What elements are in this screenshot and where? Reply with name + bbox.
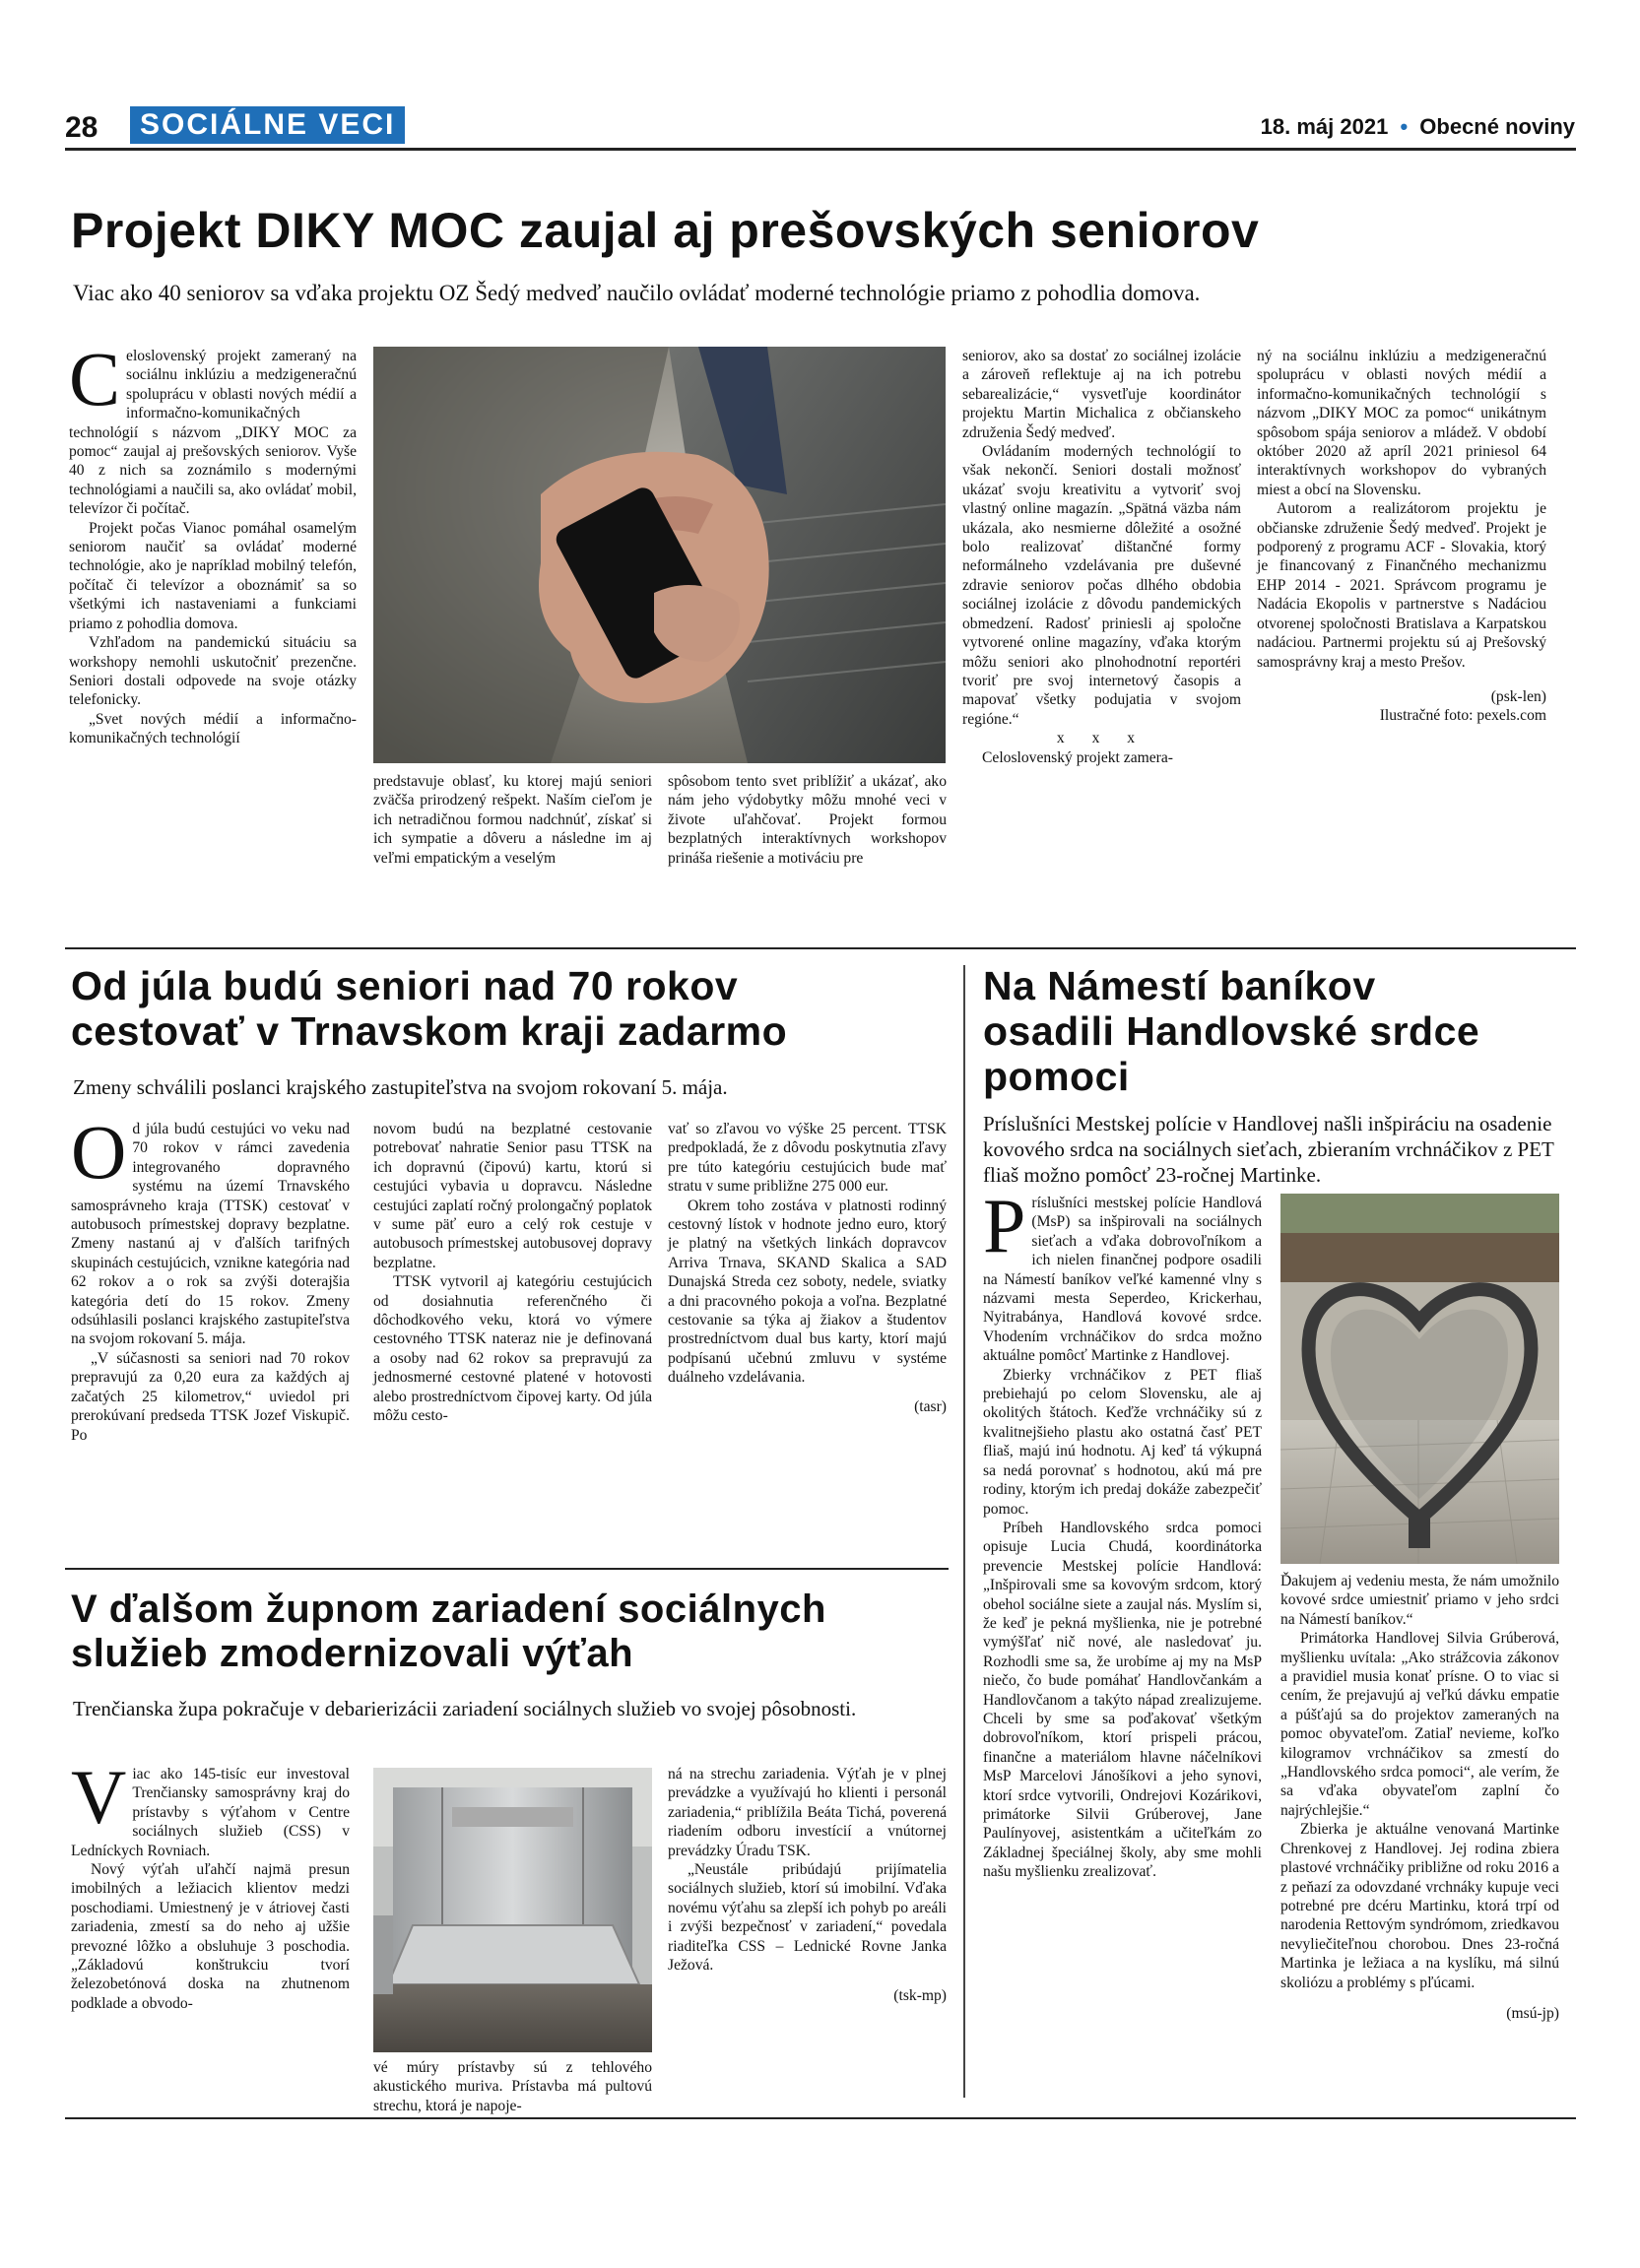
- article2-bottom-rule: [65, 1568, 949, 1570]
- article3-col2: [373, 2058, 652, 2117]
- page-bottom-rule: [65, 2117, 1576, 2119]
- article2-col1: [71, 1109, 350, 1553]
- article3-lead: Trenčianska župa pokračuje v debarierizácii zariadení sociálnych služieb vo svojej pôsobnosti.: [73, 1697, 857, 1720]
- paragraph: „Svet nových médií a informačno-komunikačných technológií: [69, 710, 357, 747]
- title-line: Od júla budú seniori nad 70 rokov: [71, 963, 739, 1008]
- paragraph: predstavuje oblasť, ku ktorej majú seniori zväčša prirodzený rešpekt. Naším cieľom je ich netradičnou formou nadchnúť, získať si ich sympatie a dôveru a následne im aj veľmi empatickým a veselým: [373, 773, 652, 867]
- author-signature: (tsk-mp): [893, 1987, 947, 2005]
- article1-col3: [668, 772, 947, 940]
- paragraph: eloslovenský projekt zameraný na sociálnu inklúziu a medzigeneračnú spoluprácu v oblasti nových médií a informačno-komunikačných technológií s názvom „DIKY MOC za pomoc“ zaujal aj prešovských seniorov. Vyše 40 z nich sa zoznámilo s modernými technológiami a naučili sa, ako ovládať mobil, televízor či počítač.: [69, 348, 357, 518]
- paragraph: Zbierky vrchnáčikov z PET fliaš prebiehajú po celom Slovensku, ale aj okolitých štátoch. Keďže vrchnáčiky sú z kvalitnejšieho plastu ako ostatná časť PET fliaš, majú inú hodnotu. Aj keď tá výkupná sa nedá porovnať s hodnotou, akú má pre rodiny, ktorým ich predaj dokáže zabezpečiť pomoc.: [983, 1366, 1262, 1518]
- paragraph: Projekt počas Vianoc pomáhal osamelým seniorom naučiť sa ovládať moderné technológie, ako je napríklad mobilný telefón, počítač či televízor a oboznámiť sa so všetkými ich nastaveniami a funkciami priamo z pohodlia domova.: [69, 519, 357, 632]
- title-line: Na Námestí baníkov: [983, 963, 1376, 1008]
- paragraph: vať so zľavou vo výške 25 percent. TTSK predpokladá, že z dôvodu poskytnutia zľavy pre túto kategóriu cestujúcich bude mať stratu v sume približne 275 000 eur.: [668, 1121, 947, 1196]
- title-line: osadili Handlovské srdce: [983, 1008, 1480, 1054]
- paragraph: d júla budú cestujúci vo veku nad 70 rokov v rámci zavedenia integrovaného dopravného systému na území Trnavského samosprávneho kraja (TTSK) cestovať v autobusoch prímestskej dopravy bezplatne. Zmeny nastanú aj v ďalších tarifných skupinách cestujúcich, vznikne kategória nad 62 rokov a o rok sa zvýši doterajšia kategória detí do 15 rokov. Zmeny odsúhlasili poslanci krajského zastupiteľstva na svojom rokovaní 5. mája.: [71, 1121, 350, 1348]
- paragraph: TTSK vytvoril aj kategóriu cestujúcich od dosiahnutia referenčného či dôchodkového veku, ktorá vo výmere cestovného TTSK nateraz nie je definovaná a osoby nad 62 rokov sa prepravujú za jednosmerné cestovné platené v hotovosti alebo prostredníctvom čipovej karty. Od júla môžu cesto-: [373, 1273, 652, 1425]
- title-line: pomoci: [983, 1054, 1130, 1099]
- paragraph: Príbeh Handlovského srdca pomoci opisuje Lucia Chudá, koordinátorka prevencie Mestskej polície Handlová: „Inšpirovali sme sa kovovým srdcom, ktorý obehol sociálne siete a zaujal nás. Myslím si, že keď je pekná myšlienka, nie je potrebné vymýšľať nič nové, ale nasledovať ju. Rozhodli sme sa, že urobíme aj my na MsP niečo, čo bude pomáhať Handlovčankám a Handlovčanom a takýto nápad zrealizujeme. Chceli by sme sa poďakovať všetkým dobrovoľníkom, ktorí prispeli prácou, finančne a materiálom hlavne náčelníkovi MsP Marcelovi Jánošíkovi a jeho synovi, ktorí srdce vytvorili, Ondrejovi Kozárikovi, primátorke Silvii Grúberovej, Jane Paulínyovej, asistentkám a učiteľkám zo Základnej špeciálnej školy, aby sme mohli našu myšlienku zrealizovať.: [983, 1519, 1262, 1881]
- article1-col5: [1257, 347, 1546, 938]
- author-signature: (tasr): [914, 1397, 947, 1415]
- dropcap: O: [71, 1109, 127, 1195]
- issue-date: 18. máj 2021: [1260, 114, 1389, 139]
- article1-lead: Viac ako 40 seniorov sa vďaka projektu OZ Šedý medveď naučilo ovládať moderné technológie priamo z pohodlia domova.: [73, 281, 1201, 305]
- paragraph: Ovládaním moderných technológií to však nekončí. Seniori dostali možnosť ukázať svoju kreativitu a vytvoriť svoj vlastný online magazín. „Spätná väzba nám ukázala, ako nesmierne dôležité a osožné bolo realizovať dištančné formy neformálneho vzdelávania pre duševné zdravie seniorov počas dlhého obdobia sociálnej izolácie z dôvodu pandemických obmedzení. Radosť priniesli aj spoločne vytvorené online magazíny, vďaka ktorým môžu seniori ako plnohodnotní reportéri tvoriť pre svoj internetový časopis a mapovať všetky podujatia v svojom regióne.“: [962, 443, 1241, 728]
- dropcap: C: [69, 336, 121, 421]
- paragraph: Okrem toho zostáva v platnosti rodinný cestovný lístok v hodnote jedno euro, ktorý je platný na všetkých linkách dopravcov Arriva Trnava, SKAND Skalica a SAD Dunajská Streda cez soboty, nedele, sviatky a dni pracovného pokoja a voľna. Bezplatné cestovanie sa týka aj žiakov a študentov prostredníctvom dual bus karty, ktorí majú podpísanú učebnú zmluvu v systéme duálneho vzdelávania.: [668, 1197, 947, 1387]
- hand-with-phone-photo: [373, 347, 946, 763]
- dropcap: P: [983, 1183, 1026, 1268]
- article1-col2: [373, 772, 652, 940]
- paragraph: Celoslovenský projekt zamera-: [982, 748, 1173, 766]
- paper-name: Obecné noviny: [1419, 114, 1575, 139]
- header-date-line: [1261, 112, 1575, 142]
- article3-col3: [668, 1765, 947, 2100]
- article4-col2: [1280, 1572, 1559, 2104]
- article3-col1: [71, 1754, 350, 2100]
- article3-title: [71, 1588, 826, 1676]
- article1-col1: [69, 336, 357, 938]
- photo-credit: Ilustračné foto: pexels.com: [1379, 707, 1546, 725]
- article2-lead: Zmeny schválili poslanci krajského zastupiteľstva na svojom rokovaní 5. mája.: [73, 1075, 728, 1099]
- author-signature: (msú-jp): [1506, 2004, 1559, 2022]
- paragraph: Primátorka Handlovej Silvia Grúberová, myšlienku uvítala: „Ako strážcovia zákonov a pravidiel musia konať prísne. O to viac si cením, že prejavujú aj veľkú dávku empatie a púšťajú sa do projektov zameraných na pomoc obyvateľom. Zatiaľ nevieme, koľko kilogramov vrchnáčikov sa zmestí do „Handlovského srdca pomoci“, ale verím, že sa vďaka obyvateľom zaplní čo najrýchlejšie.“: [1280, 1630, 1559, 1819]
- article4-lead: Príslušníci Mestskej polície v Handlovej našli inšpiráciu na osadenie kovového srdca na sociálnych sieťach, zbieraním vrchnáčikov z PET fliaš možno pomôcť 23-ročnej Martinke.: [983, 1112, 1554, 1187]
- separator-dot: •: [1400, 114, 1409, 139]
- section-label: SOCIÁLNE VECI: [130, 106, 405, 144]
- page-number: 28: [65, 111, 98, 144]
- paragraph: Vzhľadom na pandemickú situáciu sa workshopy nemohli uskutočniť prezenčne. Seniori dostali odpovede na svoje otázky telefonicky.: [69, 634, 357, 709]
- author-signature: (psk-len): [1490, 687, 1546, 705]
- paragraph: Ďakujem aj vedeniu mesta, že nám umožnilo kovové srdce umiestniť priamo v jeho srdci na Námestí baníkov.“: [1280, 1573, 1559, 1628]
- paragraph: novom budú na bezplatné cestovanie potrebovať nahratie Senior pasu TTSK na ich dopravnú (čipovú) kartu, ktorú si cestujúci vybavia u dopravcu. Následne cestujúci zaplatí ročný prolongačný poplatok v sume päť euro a celý rok cestuje v autobusoch prímestskej autobusovej dopravy bezplatne.: [373, 1121, 652, 1271]
- article4-title: [983, 963, 1479, 1099]
- paragraph: ný na sociálnu inklúziu a medzigeneračnú spoluprácu v oblasti nových médií a informačno-komunikačných technológií s názvom „DIKY MOC za pomoc“ unikátnym spôsobom spája seniorov a mládež. V období október 2020 až apríl 2021 priniesol 64 interaktívnych workshopov do vybraných miest a obcí na Slovensku.: [1257, 348, 1546, 498]
- elevator-photo: [373, 1768, 652, 2052]
- column-divider: [963, 965, 965, 2098]
- paragraph: „Neustále pribúdajú prijímatelia sociálnych služieb, ktorí sú imobilní. Vďaka novému výťahu sa zlepší ich pohyb po areáli i zvýši bezpečnosť v zariadení,“ povedala riaditeľka CSS – Lednické Rovne Janka Ježová.: [668, 1861, 947, 1975]
- metal-heart-photo: [1280, 1194, 1559, 1564]
- paragraph: seniorov, ako sa dostať zo sociálnej izolácie a zároveň reflektuje aj na ich potrebu sebarealizácie,“ vysvetľuje koordinátor projektu Martin Michalica z občianskeho združenia Šedý medveď.: [962, 348, 1241, 441]
- article4-col1: [983, 1183, 1262, 2100]
- dropcap: V: [71, 1754, 127, 1840]
- paragraph: ríslušníci mestskej polície Handlová (MsP) sa inšpirovali na sociálnych sieťach a vďaka dobrovoľníkom a ich nielen finančnej podpore osadili na Námestí baníkov veľké kamenné vlny s názvami mesta Seperdeo, Krickerhau, Nyitrabánya, Handlová kovové srdce. Vhodením vrchnáčikov do srdca možno aktuálne pomôcť Martinke z Handlovej.: [983, 1195, 1262, 1365]
- paragraph: ná na strechu zariadenia. Výťah je v plnej prevádzke a využívajú ho klienti i personál zariadenia,“ priblížila Beáta Tichá, poverená riadením odboru investícií a vnútornej prevádzky Úradu TSK.: [668, 1766, 947, 1859]
- paragraph: spôsobom tento svet priblížiť a ukázať, ako nám jeho výdobytky môžu mnohé veci v živote uľahčovať. Projekt formou bezplatných interaktívnych workshopov prináša riešenie a motiváciu pre: [668, 773, 947, 867]
- paragraph: Zbierka je aktuálne venovaná Martinke Chrenkovej z Handlovej. Jej rodina zbiera plastové vrchnáčiky približne od roku 2016 a z peňazí za odovzdané vrchnáky kupuje veci potrebné pre dcéru Martinku, ktorá trpí od narodenia Rettovým syndrómom, zriedkavou nevyliečiteľnou chorobou. Dnes 23-ročná Martinka je ležiaca a na kyslíku, má silnú skoliózu a problémy s pľúcami.: [1280, 1821, 1559, 1991]
- article1-col4: [962, 347, 1241, 938]
- title-line: V ďalšom župnom zariadení sociálnych: [71, 1588, 826, 1631]
- article2-title: [71, 963, 787, 1054]
- paragraph: Nový výťah uľahčí najmä presun imobilných a ležiacich klientov medzi poschodiami. Umiestnený je v átriovej časti zariadenia, zmestí sa do neho aj užšie prevozné lôžko a obsluhuje 3 poschodia. „Základovú konštrukciu tvorí železobetónová doska na zhutnenom podklade a obvodo-: [71, 1861, 350, 2012]
- article2-col3: [668, 1120, 947, 1553]
- title-line: služieb zmodernizovali výťah: [71, 1632, 634, 1675]
- paragraph: iac ako 145-tisíc eur investoval Trenčiansky samosprávny kraj do prístavby s výťahom v Centre sociálnych služieb (CSS) v Ledníckych Rovniach.: [71, 1766, 350, 1859]
- article2-col2: [373, 1120, 652, 1553]
- article1-bottom-rule: [65, 947, 1576, 949]
- paragraph: „V súčasnosti sa seniori nad 70 rokov prepravujú za 0,20 eura za každých aj začatých 25 kilometrov,“ uviedol pri prerokúvaní predseda TTSK Jozef Viskupič. Po: [71, 1349, 350, 1444]
- paragraph: vé múry prístavby sú z tehlového akustického muriva. Prístavba má pultovú strechu, ktorá je napoje-: [373, 2059, 652, 2114]
- section-separator: x x x: [1056, 730, 1148, 747]
- article1-title: Projekt DIKY MOC zaujal aj prešovských seniorov: [71, 203, 1260, 258]
- header-rule: [65, 148, 1576, 151]
- title-line: cestovať v Trnavskom kraji zadarmo: [71, 1008, 788, 1054]
- paragraph: Autorom a realizátorom projektu je občianske združenie Šedý medveď. Projekt je podporený z programu ACF - Slovakia, ktorý je financovaný z Finančného mechanizmu EHP 2014 - 2021. Správcom programu je Nadácia Ekopolis v partnerstve s Nadáciou otvorenej spoločnosti Bratislava a Karpatskou nadáciou. Partnermi projektu sú aj Prešovský samosprávny kraj a mesto Prešov.: [1257, 500, 1546, 671]
